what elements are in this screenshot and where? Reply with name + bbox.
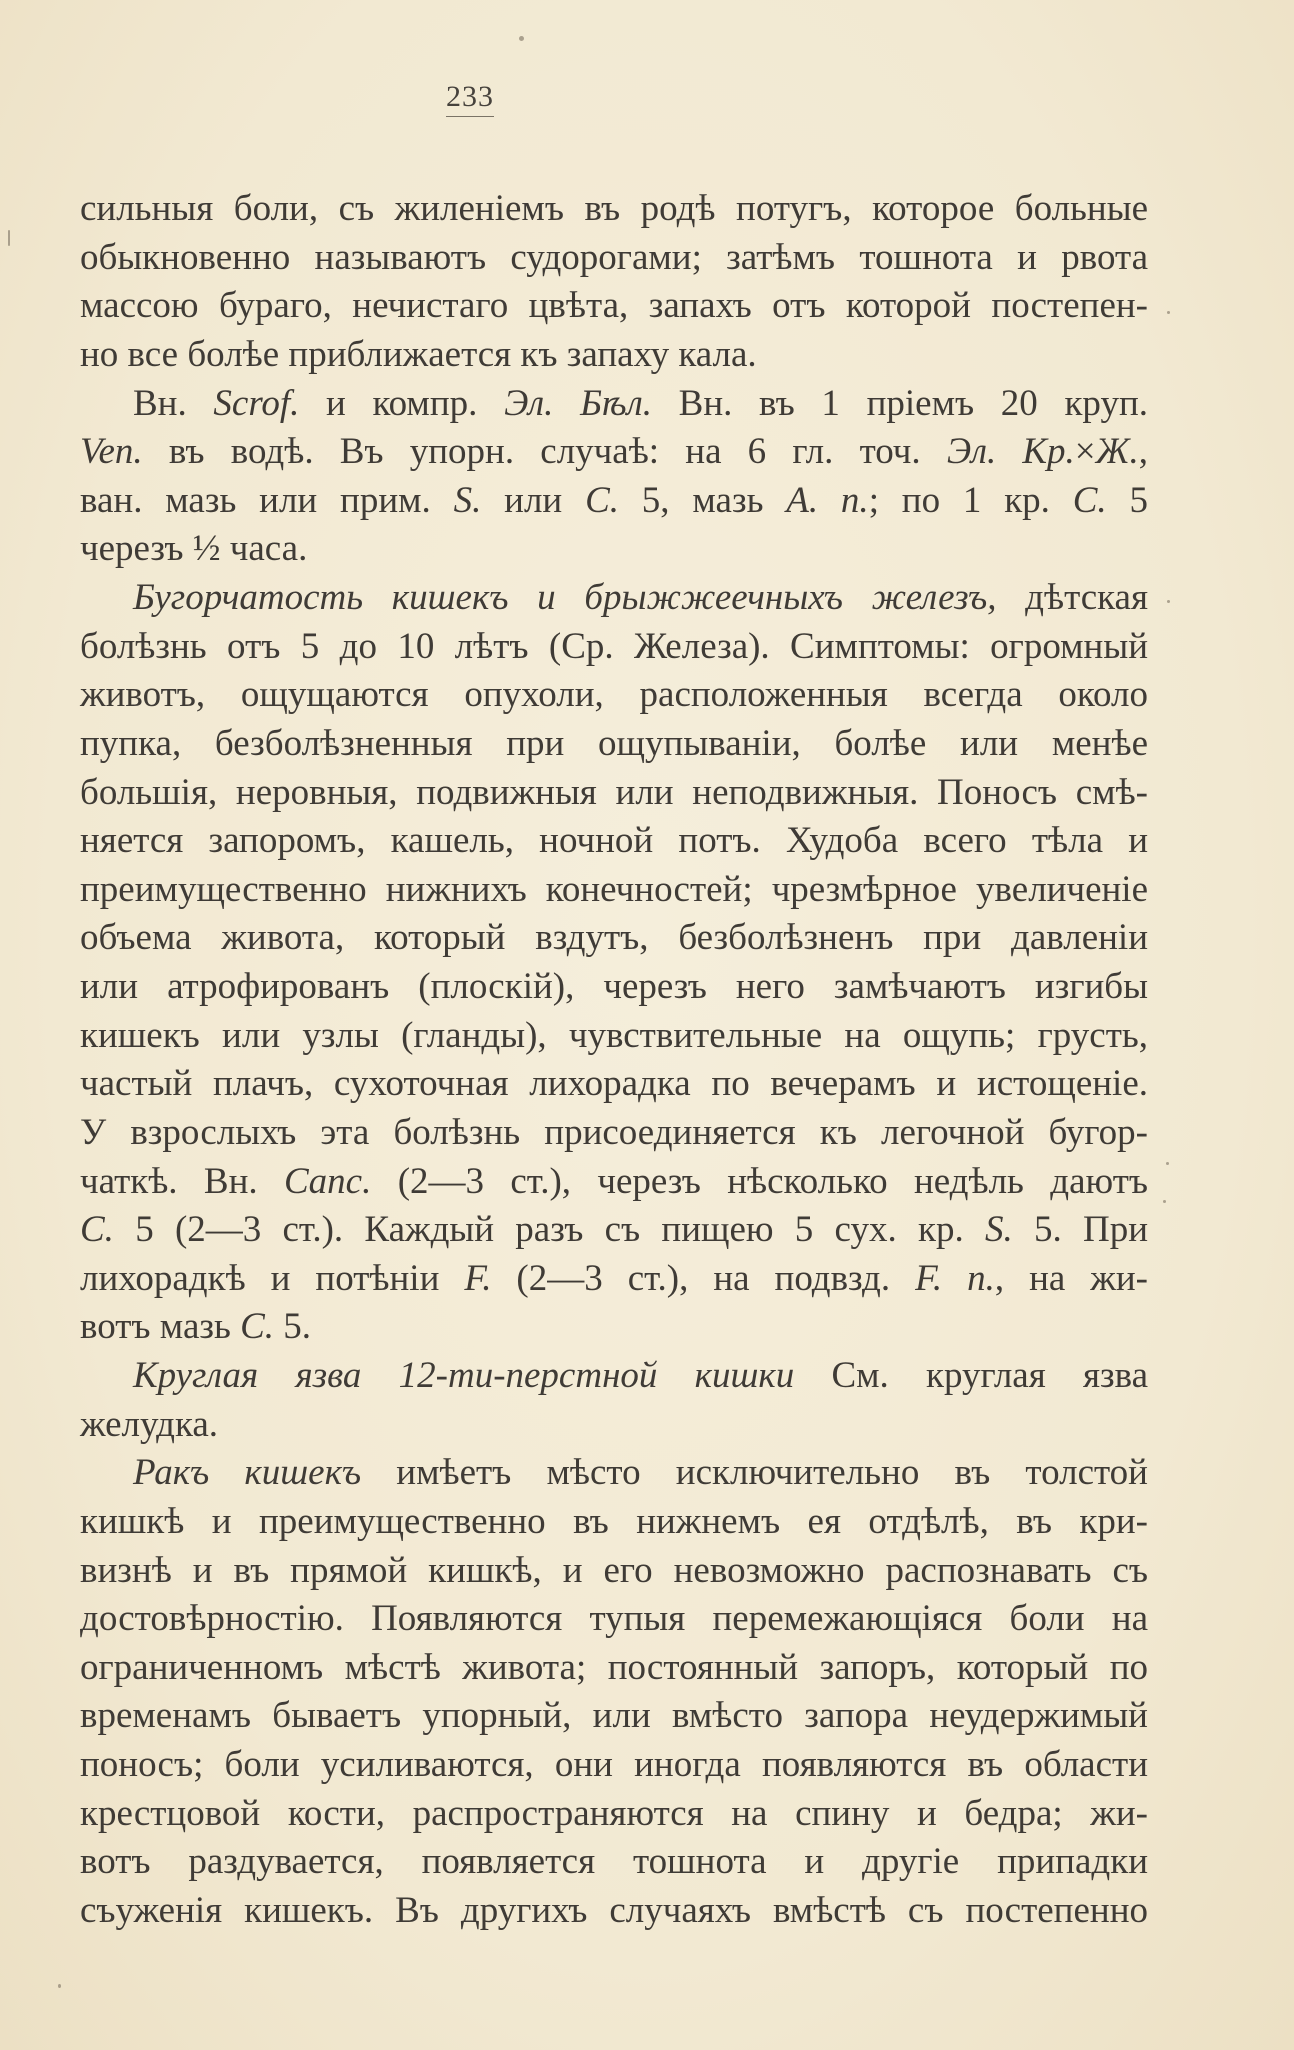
italic-text: C. [585, 479, 619, 521]
italic-text: C. [80, 1209, 114, 1251]
text-line [80, 1401, 1148, 1450]
italic-text: C. [1072, 479, 1107, 521]
text-line [80, 1644, 1148, 1693]
text-line [80, 1887, 1148, 1936]
text-line [80, 380, 1148, 429]
italic-text: Бугорчатость кишекъ и брыжжеечныхъ железъ, [133, 577, 997, 618]
text: чаткѣ. Вн. [80, 1160, 284, 1202]
text: 5. При [1012, 1209, 1148, 1251]
text: болѣзнь отъ 5 до 10 лѣтъ (Ср. Железа). Симптомы: огромный [80, 625, 1148, 667]
italic-text: Круглая язва 12-ти-перстной кишки [133, 1355, 795, 1396]
text: × [1074, 431, 1096, 473]
text-line [80, 1838, 1148, 1887]
text-line [80, 1498, 1148, 1547]
text: кишекъ или узлы (гланды), чувствительные на ощупь; грусть, [80, 1014, 1148, 1056]
text-line [80, 1741, 1148, 1790]
italic-text: F. [464, 1257, 492, 1299]
text: животъ, ощущаются опухоли, расположенныя всегда около [80, 674, 1148, 716]
text: поносъ; боли усиливаются, они иногда появляются въ области [80, 1744, 1148, 1785]
text: визнѣ и въ прямой кишкѣ, и его невозможно распознавать съ [80, 1549, 1148, 1591]
text: 5 (2—3 ст.). Каждый разъ съ пищею 5 сух. кр. [113, 1209, 985, 1251]
italic-text: Эл. Бѣл. [504, 382, 652, 424]
text-line [80, 866, 1148, 915]
text-line [80, 1060, 1148, 1109]
text: крестцовой кости, распространяются на спину и бедра; жи- [80, 1792, 1148, 1834]
text: вотъ раздувается, появляется тошнота и другіе припадки [80, 1841, 1148, 1883]
text-line [80, 1790, 1148, 1839]
text: кишкѣ и преимущественно въ нижнемъ ея отдѣлѣ, въ кри- [80, 1500, 1148, 1542]
text: , на жи- [994, 1257, 1148, 1299]
text-block [80, 185, 1148, 1936]
italic-text: F. n. [915, 1257, 995, 1299]
text-line [80, 914, 1148, 963]
text: ограниченномъ мѣстѣ живота; постоянный запоръ, который по [80, 1646, 1148, 1688]
text: Вн. въ 1 пріемъ 20 круп. [651, 382, 1148, 424]
text: имѣетъ мѣсто исключительно въ толстой [361, 1452, 1148, 1494]
text-line [80, 234, 1148, 283]
text: съуженія кишекъ. Въ другихъ случаяхъ вмѣстѣ съ постепенно [80, 1889, 1148, 1931]
italic-text: A. n. [786, 479, 869, 521]
scan-speck [1167, 311, 1170, 314]
scan-speck [1167, 600, 1170, 603]
paragraph [80, 1352, 1148, 1449]
italic-text: Scrof. [213, 382, 300, 424]
text: (2—3 ст.), черезъ нѣсколько недѣль даютъ [371, 1160, 1148, 1202]
text-line [80, 331, 1148, 380]
text-line [80, 1255, 1148, 1304]
text-line [80, 1595, 1148, 1644]
text: пупка, безболѣзненныя при ощупываніи, болѣе или менѣе [80, 722, 1148, 764]
text-line [80, 525, 1148, 574]
text: 5 [1106, 479, 1148, 521]
text-line [80, 1449, 1148, 1498]
text: няется запоромъ, кашель, ночной потъ. Худоба всего тѣла и [80, 820, 1148, 862]
text: и компр. [299, 382, 505, 424]
text-line [80, 282, 1148, 331]
text: объема живота, который вздутъ, безболѣзненъ при давленіи [80, 917, 1148, 959]
text-line [80, 623, 1148, 672]
text-line [80, 1352, 1148, 1401]
text-line [80, 1547, 1148, 1596]
text: ван. мазь или прим. [80, 479, 454, 521]
italic-text: Ven. [80, 431, 143, 473]
text-line [80, 671, 1148, 720]
text: дѣтская [996, 577, 1148, 618]
italic-text: S. [453, 479, 482, 521]
italic-text: S. [984, 1209, 1013, 1251]
text-line [80, 428, 1148, 477]
text: или атрофированъ (плоскій), черезъ него замѣчаютъ изгибы [80, 966, 1148, 1007]
italic-text: Ж. [1095, 431, 1139, 473]
paragraph [80, 380, 1148, 575]
italic-text: C. [240, 1306, 275, 1348]
text-line [80, 1692, 1148, 1741]
paragraph [80, 185, 1148, 380]
text-line [80, 963, 1148, 1012]
text-line [80, 1158, 1148, 1207]
text: обыкновенно называютъ судорогами; затѣмъ тошнота и рвота [80, 236, 1148, 278]
text: См. круглая язва [794, 1355, 1148, 1396]
text-line [80, 477, 1148, 526]
paragraph [80, 574, 1148, 1352]
text-line [80, 1109, 1148, 1158]
scan-speck [58, 1984, 61, 1988]
text: У взрослыхъ эта болѣзнь присоединяется къ легочной бугор- [80, 1111, 1148, 1153]
text-line [80, 1012, 1148, 1061]
text: или [481, 479, 586, 521]
text: , [1138, 431, 1148, 473]
scan-speck [1166, 1162, 1169, 1165]
page-number: 233 [446, 80, 494, 113]
text-line [80, 720, 1148, 769]
text: но все болѣе приближается къ запаху кала. [80, 333, 757, 375]
text-line [80, 1206, 1148, 1255]
page-number-rule [446, 116, 494, 117]
text: массою бураго, нечистаго цвѣта, запахъ отъ которой постепен- [80, 285, 1148, 327]
scan-speck [1163, 1200, 1166, 1203]
text: черезъ ½ часа. [80, 528, 308, 570]
scan-speck [519, 36, 524, 41]
text: ; по 1 кр. [868, 479, 1073, 521]
text-line [80, 817, 1148, 866]
italic-text: Canc. [284, 1160, 372, 1202]
italic-text: Ракъ кишекъ [133, 1452, 362, 1494]
text-line [80, 769, 1148, 818]
scan-speck [8, 230, 10, 246]
text: 5. [274, 1306, 312, 1348]
text-line [80, 185, 1148, 234]
text: въ водѣ. Въ упорн. случаѣ: на 6 гл. точ. [142, 431, 947, 473]
text: временамъ бываетъ упорный, или вмѣсто запора неудержимый [80, 1695, 1148, 1737]
text: частый плачъ, сухоточная лихорадка по вечерамъ и истощеніе. [80, 1063, 1148, 1105]
text: достовѣрностію. Появляются тупыя перемежающіяся боли на [80, 1598, 1148, 1640]
text: преимущественно нижнихъ конечностей; чрезмѣрное увеличеніе [80, 868, 1148, 910]
text: 5, мазь [619, 479, 787, 521]
text: (2—3 ст.), на подвзд. [491, 1257, 916, 1299]
paragraph [80, 1449, 1148, 1935]
text: желудка. [80, 1403, 219, 1445]
text: Вн. [133, 382, 214, 424]
text-line [80, 574, 1148, 623]
text: лихорадкѣ и потѣніи [80, 1257, 465, 1299]
text: большія, неровныя, подвижныя или неподвижныя. Поносъ смѣ- [80, 771, 1148, 813]
text: вотъ мазь [80, 1306, 241, 1348]
text-line [80, 1303, 1148, 1352]
text: сильныя боли, съ жиленіемъ въ родѣ потугъ, которое больные [80, 188, 1148, 229]
italic-text: Эл. Кр. [946, 431, 1075, 473]
